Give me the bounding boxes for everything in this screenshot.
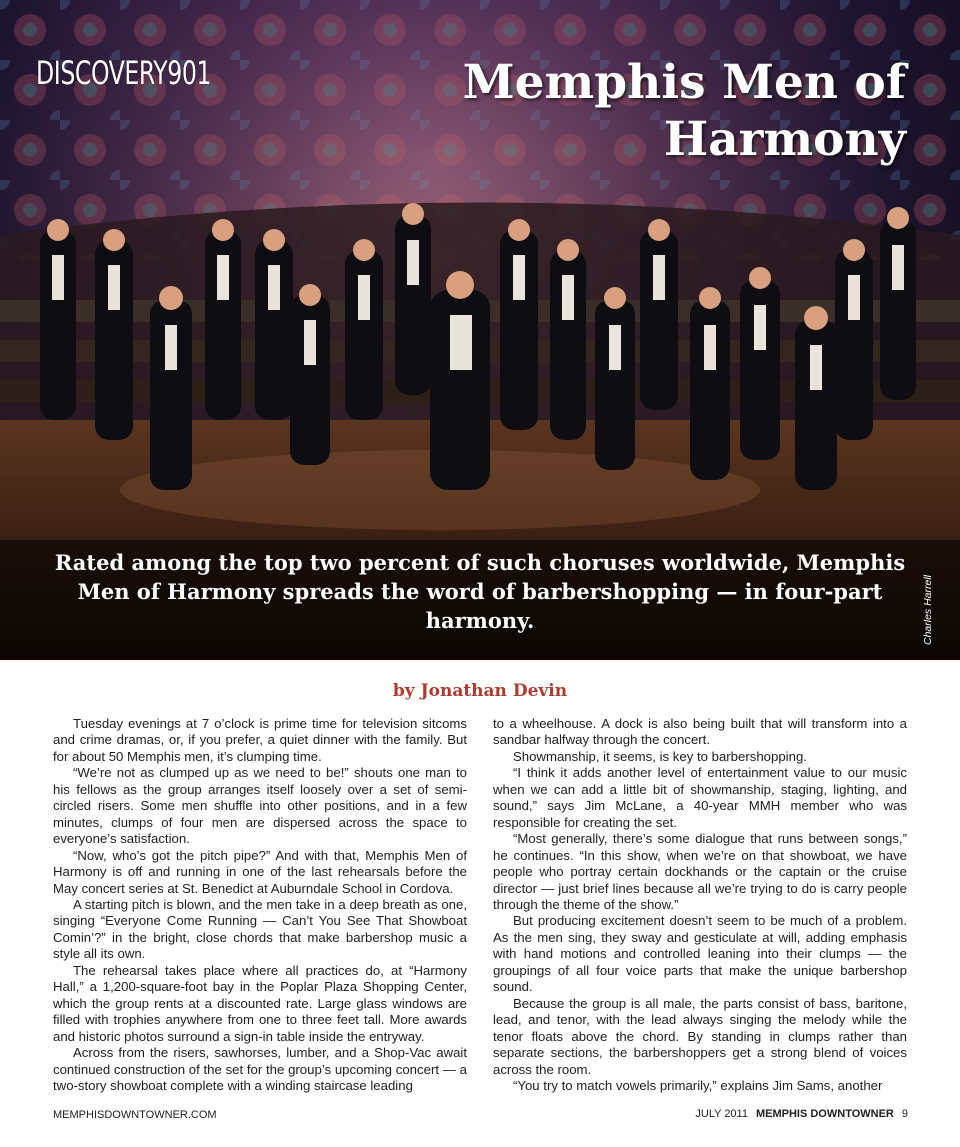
paragraph: “You try to match vowels primarily,” explains Jim Sams, another (513, 1077, 883, 1093)
paragraph: Because the group is all male, the parts consist of bass, baritone, lead, and tenor, with the lead always singing the melody while the tenor floats above the chord. By standing in clumps rather than separate sections, the barbershoppers get a strong blend of voices across the room. (493, 995, 907, 1077)
section-tag: DISCOVERY901 (36, 54, 212, 92)
paragraph: “Now, who’s got the pitch pipe?” And with that, Memphis Men of Harmony is off and running in one of the last rehearsals before the May concert series at St. Benedict at Auburndale School in Cordova. (53, 847, 467, 896)
left-column (53, 716, 467, 1094)
paragraph: Tuesday evenings at 7 o’clock is prime time for television sitcoms and crime dramas, or, if you prefer, a quiet dinner with the family. But for about 50 Memphis men, it’s clumping time. (53, 716, 467, 764)
photo-credit: Charles Harrell (922, 574, 934, 645)
footer-issue-date: JULY 2011 (695, 1108, 748, 1120)
right-column (493, 716, 907, 1094)
page-number: 9 (901, 1108, 908, 1120)
footer-publication: MEMPHIS DOWNTOWNER (755, 1108, 894, 1120)
paragraph: The rehearsal takes place where all practices do, at “Harmony Hall,” a 1,200-square-foot bay in the Poplar Plaza Shopping Center, which the group rents at a discounted rate. Large glass windows are filled with trophies anywhere from one to three feet tall. More awards and historic photos surround a sign-in table inside the entryway. (53, 962, 467, 1044)
paragraph: “Most generally, there’s some dialogue that runs between songs,” he continues. “In this show, when we’re on that showboat, we have people who portray certain dockhands or the captain or the cruise director — just brief lines because all we’re trying to do is carry people through the theme of the show.” (493, 831, 907, 912)
paragraph: “I think it adds another level of entertainment value to our music when we can add a little bit of showmanship, staging, lighting, and sound,” says Jim McLane, a 40-year MMH member who was responsible for creating the set. (493, 765, 907, 830)
paragraph: A starting pitch is blown, and the men take in a deep breath as one, singing “Everyone Come Running — Can’t You See That Showboat Comin’?” in the bright, close chords that make barbershop music a style all its own. (53, 896, 467, 962)
article-deck: Rated among the top two percent of such choruses worldwide, Memphis Men of Harmony spreads the word of barbershopping — in four-part harmony. (54, 550, 906, 633)
paragraph: But producing excitement doesn’t seem to be much of a problem. As the men sing, they sway and gesticulate at will, adding emphasis with hand motions and controlled leaning into their clumps — the groupings of all four voice parts that make the unique barbershop sound. (493, 913, 907, 995)
byline: by Jonathan Devin (392, 681, 568, 701)
article-title: Memphis Men of Harmony (462, 55, 906, 167)
paragraph: “We’re not as clumped up as we need to be!” shouts one man to his fellows as the group arranges itself loosely over a set of semi-circled risers. Some men shuffle into other positions, and in a few minutes, clumps of four men are dispersed across the space to everyone’s satisfaction. (53, 765, 467, 847)
footer-folio (695, 1108, 908, 1120)
paragraph: Across from the risers, sawhorses, lumber, and a Shop-Vac await continued construction of the set for the group’s upcoming concert — a two-story showboat complete with a winding staircase leading (53, 1045, 467, 1093)
footer-website: MEMPHISDOWNTOWNER.COM (53, 1109, 217, 1121)
paragraph: to a wheelhouse. A dock is also being built that will transform into a sandbar halfway through the concert. (493, 716, 907, 748)
paragraph: Showmanship, it seems, is key to barbershopping. (513, 748, 807, 764)
